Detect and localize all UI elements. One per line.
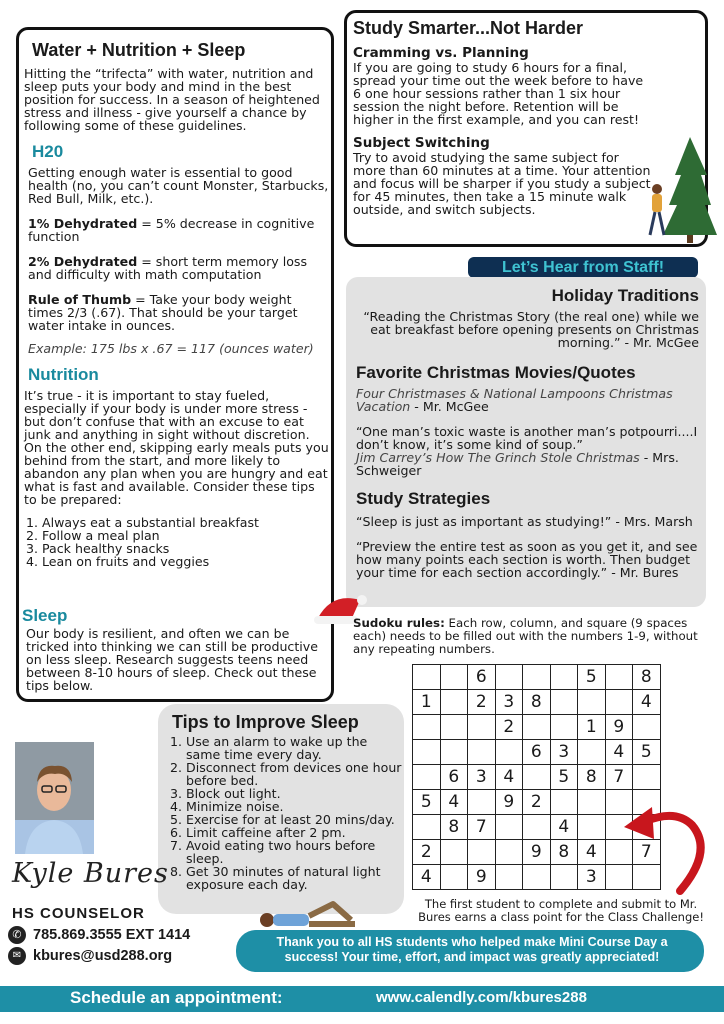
sudoku-cell[interactable]: 8 [550,840,578,865]
sudoku-row [413,765,661,790]
sudoku-cell[interactable]: 8 [578,765,606,790]
sleep-tips-title: Tips to Improve Sleep [172,712,359,732]
sudoku-cell[interactable]: 4 [413,865,441,890]
study-title: Study Smarter...Not Harder [353,18,584,38]
sudoku-cell[interactable] [495,865,523,890]
sudoku-cell[interactable] [550,665,578,690]
sudoku-cell[interactable] [440,665,468,690]
mail-icon: ✉ [8,947,26,965]
sudoku-cell[interactable] [523,815,551,840]
holiday-heading: Holiday Traditions [551,286,699,305]
sudoku-cell[interactable]: 2 [413,840,441,865]
list-item: 1. Use an alarm to wake up the same time every day. [186,735,402,761]
strategy-1: “Sleep is just as important as studying!” - Mrs. Marsh [356,514,693,529]
sudoku-cell[interactable] [523,665,551,690]
sudoku-cell[interactable] [605,690,633,715]
sudoku-cell[interactable]: 9 [605,715,633,740]
sudoku-row [413,740,661,765]
calendly-link[interactable]: www.calendly.com/kbures288 [376,989,587,1006]
sudoku-cell[interactable] [440,840,468,865]
sudoku-cell[interactable]: 4 [440,790,468,815]
nutrition-paragraph: It’s true - it is important to stay fueled, especially if your body is under more stress - but don’t confuse that with an excuse to eat junk and anything in sight without discretion. On the other end, skipping early meals puts you behind from the start, and more likely to abandon any plan when you are hungry and eat what is fast and available. Consider these tips to be prepared: [24,388,329,507]
sudoku-cell[interactable] [578,690,606,715]
sudoku-cell[interactable]: 4 [633,690,661,715]
movie-2: Jim Carrey’s How The Grinch Stole Christmas - Mrs. Schweiger [356,450,679,478]
phone-icon: ✆ [8,926,26,944]
sudoku-cell[interactable] [495,815,523,840]
counselor-phone-row [8,926,190,944]
sudoku-cell[interactable]: 3 [578,865,606,890]
counselor-role: HS COUNSELOR [12,905,145,922]
sleeping-person-illustration [255,898,365,934]
movie-1: Four Christmases & National Lampoons Christmas Vacation - Mr. McGee [356,386,673,414]
sudoku-rules: Sudoku rules: Each row, column, and square (9 spaces each) needs to be filled out with the numbers 1-9, without any repeating numbers. [353,616,698,656]
switching-heading: Subject Switching [353,135,490,151]
sudoku-cell[interactable] [413,815,441,840]
sudoku-cell[interactable]: 3 [468,765,496,790]
sudoku-cell[interactable]: 6 [523,740,551,765]
list-item: 3. Pack healthy snacks [42,542,330,555]
counselor-signature: Kyle Bures [12,858,169,889]
sudoku-cell[interactable] [523,715,551,740]
wellness-content [24,40,330,568]
sudoku-cell[interactable] [413,715,441,740]
sudoku-cell[interactable] [413,740,441,765]
sudoku-cell[interactable] [440,865,468,890]
sudoku-cell[interactable] [440,740,468,765]
sudoku-cell[interactable]: 5 [413,790,441,815]
list-item: 5. Exercise for at least 20 mins/day. [186,813,402,826]
sleep-tips-list [168,735,402,891]
sudoku-cell[interactable] [495,665,523,690]
sudoku-cell[interactable] [468,840,496,865]
holiday-quote: “Reading the Christmas Story (the real one) while we eat breakfast before opening presents on Christmas morning.” - Mr. McGee [363,309,699,350]
list-item: 1. Always eat a substantial breakfast [42,516,330,529]
sleep-tips-content [168,712,402,891]
sudoku-cell[interactable] [578,815,606,840]
sudoku-cell[interactable] [550,790,578,815]
list-item: 4. Lean on fruits and veggies [42,555,330,568]
sudoku-cell[interactable]: 4 [495,765,523,790]
list-item: 4. Minimize noise. [186,800,402,813]
sleep-paragraph: Our body is resilient, and often we can be tricked into thinking we can still be productive on less sleep. Research suggests teens need between 8-10 hours of sleep. Check out these tips below. [26,626,318,693]
sudoku-cell[interactable]: 3 [550,740,578,765]
movie-2-quote: “One man’s toxic waste is another man’s potpourri....I don’t know, it’s some kind of soup.” [356,424,698,452]
movies-heading: Favorite Christmas Movies/Quotes [356,363,636,382]
nutrition-heading: Nutrition [28,365,99,384]
sudoku-cell[interactable]: 5 [550,765,578,790]
cramming-text: If you are going to study 6 hours for a final, spread your time out the week before to have 6 one hour sessions rather than 1 six hour session the night before. Retention will be higher in the first example, and you can rest! [353,60,644,127]
sudoku-row [413,690,661,715]
tree-icon [663,137,717,235]
sudoku-cell[interactable]: 7 [605,765,633,790]
sudoku-cell[interactable]: 7 [633,840,661,865]
sudoku-cell[interactable]: 5 [578,665,606,690]
sudoku-cell[interactable]: 4 [578,840,606,865]
sudoku-challenge: The first student to complete and submit to Mr. Bures earns a class point for the Class Challenge! [418,897,704,924]
rule-of-thumb: Rule of Thumb = Take your body weight times 2/3 (.67). That should be your target water intake in ounces. [28,292,298,333]
sudoku-cell[interactable] [550,715,578,740]
sudoku-cell[interactable]: 4 [605,740,633,765]
sudoku-cell[interactable] [578,740,606,765]
counselor-email[interactable]: kbures@usd288.org [33,948,173,964]
sudoku-cell[interactable]: 6 [440,765,468,790]
sudoku-cell[interactable] [495,840,523,865]
sudoku-row [413,665,661,690]
sudoku-cell[interactable] [550,865,578,890]
sudoku-cell[interactable]: 1 [413,690,441,715]
list-item: 7. Avoid eating two hours before sleep. [186,839,402,865]
list-item: 2. Disconnect from devices one hour before bed. [186,761,402,787]
dehydrated-1: 1% Dehydrated = 5% decrease in cognitive function [28,216,315,244]
sudoku-cell[interactable] [468,740,496,765]
sudoku-cell[interactable]: 5 [633,740,661,765]
list-item: 8. Get 30 minutes of natural light exposure each day. [186,865,402,891]
counselor-email-row [8,947,172,965]
sudoku-cell[interactable] [523,765,551,790]
sudoku-cell[interactable]: 7 [468,815,496,840]
wellness-intro: Hitting the “trifecta” with water, nutrition and sleep puts your body and mind in the best position for success. In a season of heightened stress and illness - give yourself a chance by following some of these guidelines. [24,66,320,133]
counselor-phone[interactable]: 785.869.3555 EXT 1414 [33,927,191,943]
list-item: 6. Limit caffeine after 2 pm. [186,826,402,839]
sudoku-cell[interactable] [633,765,661,790]
sudoku-cell[interactable]: 8 [440,815,468,840]
water-example: Example: 175 lbs x .67 = 117 (ounces water) [28,341,314,356]
sudoku-cell[interactable] [550,690,578,715]
sudoku-cell[interactable]: 9 [495,790,523,815]
sudoku-cell[interactable] [413,665,441,690]
staff-banner: Let’s Hear from Staff! [468,257,698,278]
sudoku-cell[interactable]: 2 [468,690,496,715]
sudoku-cell[interactable]: 4 [550,815,578,840]
thanks-text: Thank you to all HS students who helped make Mini Course Day a success! Your time, effort, and impact was greatly appreciated! [276,935,668,964]
wellness-title: Water + Nutrition + Sleep [32,40,246,60]
sudoku-cell[interactable] [605,665,633,690]
list-item: 3. Block out light. [186,787,402,800]
sudoku-cell[interactable]: 8 [523,690,551,715]
h2o-heading: H20 [32,142,64,161]
sudoku-cell[interactable]: 6 [468,665,496,690]
sudoku-cell[interactable] [413,765,441,790]
sudoku-cell[interactable] [440,715,468,740]
strategy-2: “Preview the entire test as soon as you get it, and see how many points each section is worth. Then budget your time for each section accordingly.” - Mr. Bures [356,539,698,580]
sleep-heading: Sleep [22,606,71,626]
study-content [353,18,653,216]
sudoku-cell[interactable]: 9 [523,840,551,865]
sudoku-cell[interactable]: 1 [578,715,606,740]
sudoku-cell[interactable]: 2 [495,715,523,740]
sudoku-cell[interactable]: 2 [523,790,551,815]
dehydrated-2: 2% Dehydrated = short term memory loss and difficulty with math computation [28,254,308,282]
list-item: 2. Follow a meal plan [42,529,330,542]
sudoku-cell[interactable]: 3 [495,690,523,715]
footer-label: Schedule an appointment: [70,988,283,1007]
h2o-paragraph: Getting enough water is essential to good health (no, you can’t count Monster, Starbucks, Red Bull, Milk, etc.). [28,165,329,206]
sudoku-cell[interactable] [523,865,551,890]
sudoku-cell[interactable] [633,715,661,740]
sudoku-cell[interactable]: 9 [468,865,496,890]
sudoku-row [413,715,661,740]
sudoku-cell[interactable] [468,715,496,740]
tree-walker-illustration [645,135,717,245]
staff-content [356,286,699,579]
switching-text: Try to avoid studying the same subject for more than 60 minutes at a time. Your attention and focus will be sharper if you study a subject for 45 minutes, then take a 15 minute walk outside, and switch subjects. [353,150,651,217]
sudoku-cell[interactable] [468,790,496,815]
sudoku-cell[interactable] [578,790,606,815]
red-arrow-icon [618,805,716,895]
counselor-photo [15,742,94,854]
cramming-heading: Cramming vs. Planning [353,45,529,61]
strategies-heading: Study Strategies [356,489,491,508]
sudoku-cell[interactable]: 8 [633,665,661,690]
nutrition-tips [24,516,330,568]
sudoku-cell[interactable] [495,740,523,765]
sudoku-cell[interactable] [440,690,468,715]
